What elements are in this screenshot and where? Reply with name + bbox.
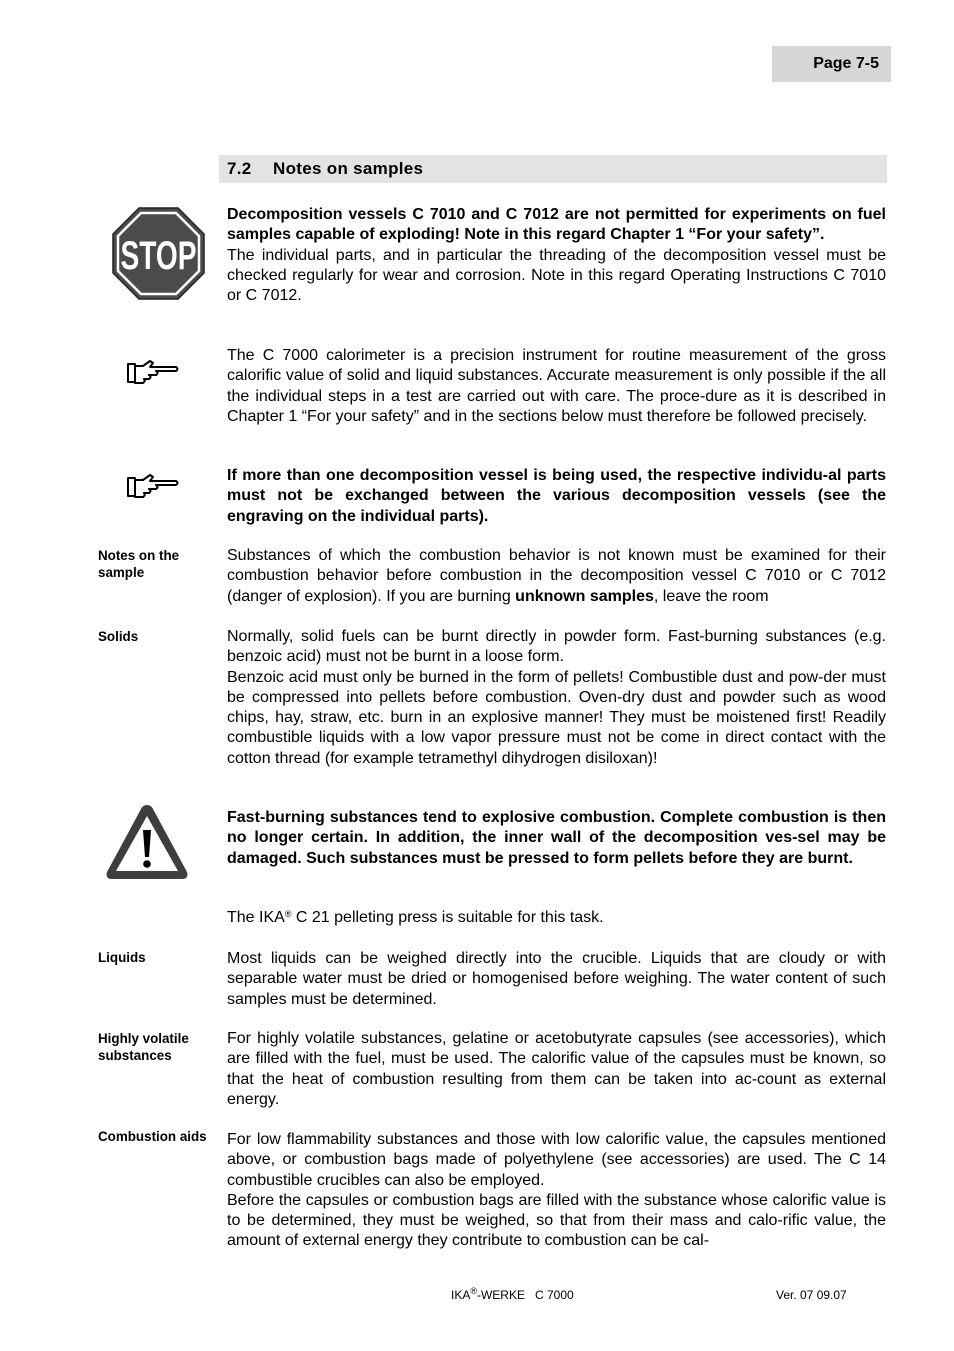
side-label-volatile: Highly volatile substances xyxy=(98,1031,189,1063)
stop-sign-text: STOP xyxy=(120,234,197,278)
stop-warning-text: The individual parts, and in particular the threading of the decomposition vessel must be checked regularly for wear and corrosion. Note in this regard Operating Instructions C 7010 or C 7012. xyxy=(227,246,886,305)
pelleting-press-note xyxy=(227,908,886,928)
ika-text-end: C 21 pelleting press is suitable for this task. xyxy=(291,909,604,926)
warning-triangle-icon xyxy=(104,802,190,882)
combustion-aids-block xyxy=(227,1130,886,1252)
solids-text-2: Benzoic acid must only be burned in the form of pellets! Combustible dust and pow-der must be compressed into pellets before combustion. Oven-dry dust and powder such as wood chips, hay, straw, etc. burn in an explosive manner! They must be moistened first! Readily combustible liquids with a low vapor pressure must not be come in direct contact with the cotton thread (for example tetramethyl dihydrogen disiloxan)! xyxy=(227,668,886,767)
notes-on-sample-block xyxy=(227,546,886,607)
pointing-hand-icon xyxy=(126,472,180,500)
fast-burning-text: Fast-burning substances tend to explosive combustion. Complete combustion is then no longer certain. In addition, the inner wall of the decomposition ves-sel may be damaged. Such substances must be pressed to form pellets before they are burnt. xyxy=(227,809,886,867)
liquids-block xyxy=(227,949,886,1010)
footer-registered-mark: ® xyxy=(470,1286,477,1296)
notes-text-bold: unknown samples xyxy=(515,587,654,605)
side-label-solids: Solids xyxy=(98,629,139,644)
page-number-badge: Page 7-5 xyxy=(772,46,891,82)
vessel-exchange-warning xyxy=(227,466,886,527)
notes-text-end: , leave the room xyxy=(653,587,769,605)
section-title: Notes on samples xyxy=(273,159,424,178)
pointing-hand-icon xyxy=(126,358,180,386)
footer-brand xyxy=(451,1288,574,1302)
precision-note xyxy=(227,346,886,427)
combustion-aids-text-2: Before the capsules or combustion bags are filled with the substance whose calorific value is to be determined, they must be weighed, so that from their mass and calo-rific value, the amount of external energy they contribute to combustion can be cal- xyxy=(227,1191,886,1250)
stop-sign-icon xyxy=(111,206,206,301)
volatile-text: For highly volatile substances, gelatine or acetobutyrate capsules (see accessories), which are filled with the fuel, must be used. The calorific value of the capsules must be known, so that the heat of combustion resulting from them can be taken into ac-count as external energy. xyxy=(227,1030,886,1108)
registered-mark: ® xyxy=(284,909,292,919)
solids-text-1: Normally, solid fuels can be burnt directly in powder form. Fast-burning substances (e.g. benzoic acid) must not be burnt in a loose form. xyxy=(227,628,886,666)
section-heading xyxy=(219,155,887,183)
combustion-aids-text-1: For low flammability substances and those with low calorific value, the capsules mentioned above, or combustion bags made of polyethylene (see accessories) are used. The C 14 combustible crucibles can also be employed. xyxy=(227,1131,886,1189)
liquids-text: Most liquids can be weighed directly into the crucible. Liquids that are cloudy or with separable water must be dried or homogenised before weighing. The water content of such samples must be determined. xyxy=(227,950,886,1008)
footer-model: -WERKE C 7000 xyxy=(476,1288,574,1302)
solids-block xyxy=(227,627,886,769)
stop-warning-bold: Decomposition vessels C 7010 and C 7012 are not permitted for experiments on fuel samples capable of exploding! Note in this regard Chapter 1 “For your safety”. xyxy=(227,206,886,244)
fast-burning-warning xyxy=(227,808,886,869)
ika-text: The IKA xyxy=(227,909,285,926)
side-label-liquids: Liquids xyxy=(98,950,146,965)
side-label-notes: Notes on the sample xyxy=(98,548,180,580)
side-label-combustion-aids: Combustion aids xyxy=(98,1129,207,1144)
section-number: 7.2 xyxy=(227,159,252,178)
footer-version: Ver. 07 09.07 xyxy=(776,1288,847,1302)
stop-warning-block xyxy=(227,205,886,306)
vessel-exchange-text: If more than one decomposition vessel is being used, the respective individu-al parts must not be exchanged between the various decomposition vessels (see the engraving on the individual parts). xyxy=(227,467,886,525)
footer-brand-name: IKA xyxy=(451,1288,471,1302)
precision-note-text: The C 7000 calorimeter is a precision instrument for routine measurement of the gross calorific value of solid and liquid substances. Accurate measurement is only possible if the all the individual steps in a test are carried out with care. The proce-dure as it is described in Chapter 1 “For your safety” and in the sections below must therefore be followed precisely. xyxy=(227,347,886,425)
notes-text: Substances of which the combustion behavior is not known must be examined for their combustion behavior before combustion in the decomposition vessel C 7010 or C 7012 (danger of explosion). If you are burning xyxy=(227,547,886,605)
volatile-block xyxy=(227,1029,886,1110)
